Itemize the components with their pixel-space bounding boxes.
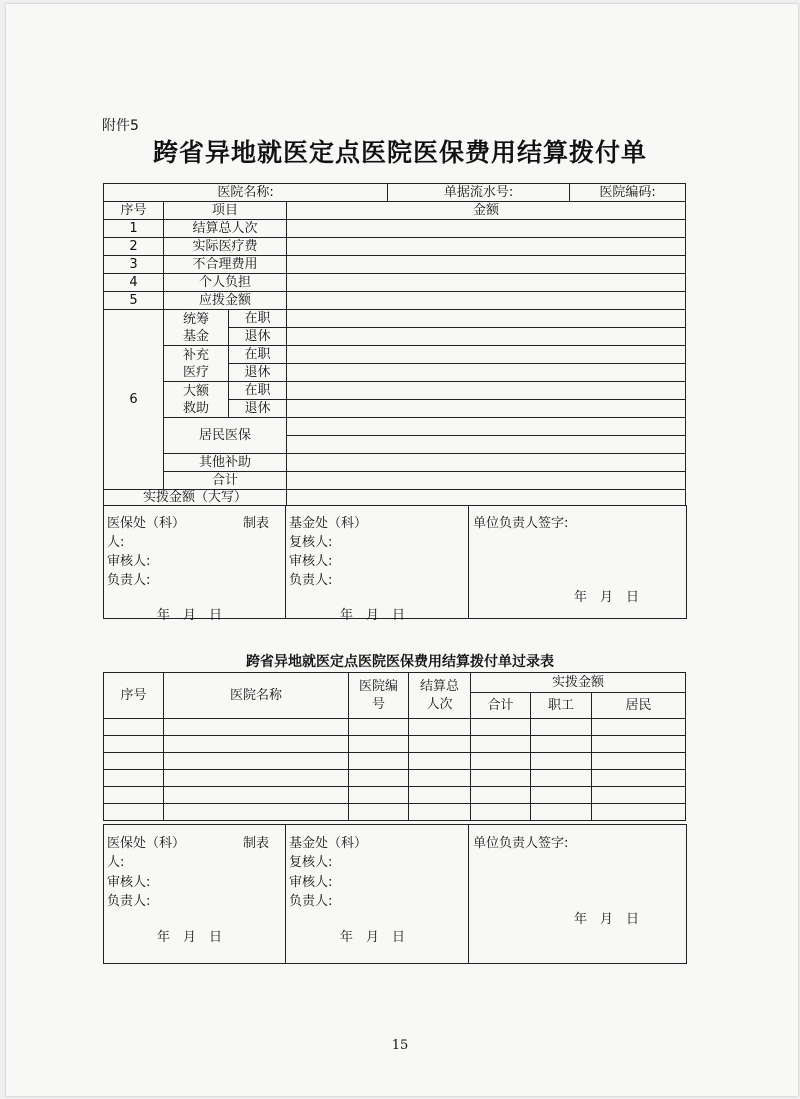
date-label: 年 月 日 — [340, 608, 406, 623]
maker-label: 制表 — [243, 836, 270, 851]
responsible-label: 负责人: — [289, 894, 333, 909]
unit-head-signature-label: 单位负责人签字: — [473, 836, 569, 851]
col-header-no: 序号 — [104, 673, 164, 719]
row-item: 结算总人次 — [164, 220, 287, 238]
reviewer-label: 审核人: — [289, 875, 333, 890]
col-header-total: 合计 — [471, 693, 531, 719]
employed-label: 在职 — [229, 382, 287, 400]
page-number: 15 — [391, 1038, 409, 1053]
date-label: 年 月 日 — [157, 930, 223, 945]
row-item: 实际医疗费 — [164, 238, 287, 256]
maker-label: 制表 — [243, 516, 270, 531]
row-item: 不合理费用 — [164, 256, 287, 274]
medical-insurance-dept-label: 医保处（科） — [107, 516, 186, 531]
col-header-hospital-code: 医院编 号 — [349, 673, 409, 719]
amount-cell — [287, 238, 686, 256]
page-title: 跨省异地就医定点医院医保费用结算拨付单 — [152, 138, 647, 167]
date-label: 年 月 日 — [157, 608, 223, 623]
amount-cell — [287, 472, 686, 490]
col-header-item: 项目 — [164, 202, 287, 220]
row-item: 应拨金额 — [164, 292, 287, 310]
settlement-form-table — [103, 183, 686, 506]
retired-label: 退休 — [229, 400, 287, 418]
amount-cell — [287, 382, 686, 400]
reviewer-label: 审核人: — [107, 554, 151, 569]
pooled-fund-label: 统筹 基金 — [164, 310, 229, 346]
fund-dept-label: 基金处（科） — [289, 516, 368, 531]
col-header-no: 序号 — [104, 202, 164, 220]
attachment-label: 附件5 — [102, 118, 139, 134]
date-label: 年 月 日 — [574, 912, 640, 927]
col-header-actual-amount: 实拨金额 — [471, 673, 686, 693]
employed-label: 在职 — [229, 310, 287, 328]
table-row — [104, 274, 686, 292]
resident-insurance-label: 居民医保 — [164, 418, 287, 454]
col-header-employee: 职工 — [531, 693, 592, 719]
table-row — [104, 804, 686, 821]
amount-cell — [287, 310, 686, 328]
date-label: 年 月 日 — [340, 930, 406, 945]
amount-cell — [287, 220, 686, 238]
table-row — [104, 256, 686, 274]
divider — [285, 824, 286, 963]
row-no: 1 — [104, 220, 164, 238]
fund-dept-label: 基金处（科） — [289, 836, 368, 851]
hospital-code-label: 医院编码: — [570, 184, 686, 202]
transcript-table — [103, 672, 686, 821]
amount-cell — [287, 346, 686, 364]
amount-cell — [287, 328, 686, 346]
col-header-hospital-name: 医院名称 — [164, 673, 349, 719]
unit-head-signature-label: 单位负责人签字: — [473, 516, 569, 531]
table-row — [104, 787, 686, 804]
row-no: 4 — [104, 274, 164, 292]
table-row — [104, 770, 686, 787]
amount-cell — [287, 436, 686, 454]
col-header-settlement-count: 结算总 人次 — [409, 673, 471, 719]
actual-amount-value — [287, 490, 686, 506]
responsible-label: 负责人: — [107, 894, 151, 909]
amount-cell — [287, 256, 686, 274]
row-item: 个人负担 — [164, 274, 287, 292]
amount-cell — [287, 454, 686, 472]
row-no: 3 — [104, 256, 164, 274]
large-amount-aid-label: 大额 救助 — [164, 382, 229, 418]
amount-cell — [287, 274, 686, 292]
table-row — [104, 736, 686, 753]
hospital-name-label: 医院名称: — [104, 184, 388, 202]
maker-person-label: 人: — [107, 535, 125, 550]
divider — [285, 505, 286, 618]
reviewer-label: 审核人: — [107, 875, 151, 890]
responsible-label: 负责人: — [289, 573, 333, 588]
rechecker-label: 复核人: — [289, 535, 333, 550]
other-subsidy-label: 其他补助 — [164, 454, 287, 472]
serial-no-label: 单据流水号: — [388, 184, 570, 202]
actual-amount-label: 实拨金额（大写） — [104, 490, 287, 506]
transcript-table-title: 跨省异地就医定点医院医保费用结算拨付单过录表 — [246, 654, 554, 670]
amount-cell — [287, 292, 686, 310]
responsible-label: 负责人: — [107, 573, 151, 588]
table-row — [104, 238, 686, 256]
table-row — [104, 719, 686, 736]
retired-label: 退休 — [229, 364, 287, 382]
table-row — [104, 753, 686, 770]
divider — [468, 824, 469, 963]
amount-cell — [287, 418, 686, 436]
employed-label: 在职 — [229, 346, 287, 364]
reviewer-label: 审核人: — [289, 554, 333, 569]
supplementary-medical-label: 补充 医疗 — [164, 346, 229, 382]
col-header-resident: 居民 — [592, 693, 686, 719]
rechecker-label: 复核人: — [289, 855, 333, 870]
date-label: 年 月 日 — [574, 590, 640, 605]
row-no: 5 — [104, 292, 164, 310]
row-no-6: 6 — [104, 310, 164, 490]
medical-insurance-dept-label: 医保处（科） — [107, 836, 186, 851]
retired-label: 退休 — [229, 328, 287, 346]
table-row — [104, 220, 686, 238]
row-no: 2 — [104, 238, 164, 256]
amount-cell — [287, 364, 686, 382]
col-header-amount: 金额 — [287, 202, 686, 220]
amount-cell — [287, 400, 686, 418]
table-row — [104, 292, 686, 310]
divider — [468, 505, 469, 618]
maker-person-label: 人: — [107, 855, 125, 870]
total-label: 合计 — [164, 472, 287, 490]
